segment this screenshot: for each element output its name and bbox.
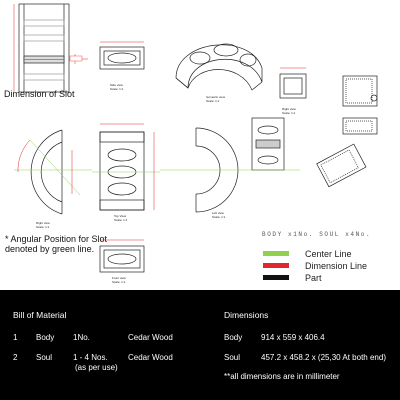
right-view-scale: Scale: 1:1 (282, 111, 296, 115)
dimensions-row-1-value: 914 x 559 x 406.4 (261, 333, 325, 342)
specification-panel (0, 290, 400, 400)
bill-of-material-title: Bill of Material (13, 310, 67, 320)
bom-row-2-qty-note: (as per use) (75, 363, 118, 372)
soul-grid-drawing (317, 76, 377, 187)
front-view-scale: Scale: 1:1 (112, 280, 126, 284)
isometric-view-title: Isometric view (206, 95, 226, 99)
center-line-swatch (263, 251, 289, 256)
part-swatch (263, 275, 289, 280)
left-view-scale: Scale: 1:1 (212, 215, 226, 219)
bom-row-1-part: Body (36, 333, 55, 342)
legend-center-line (263, 249, 352, 258)
dimensions-row-2-value: 457.2 x 458.2 x (25,30 At both end) (261, 353, 386, 362)
right-view-title: Right view (282, 107, 296, 111)
isometric-view-scale: Scale: 1:1 (206, 99, 220, 103)
top-view-drawing (92, 124, 160, 210)
dimension-line-swatch (263, 263, 289, 268)
dimensions-unit-note: **all dimensions are in millimeter (224, 372, 340, 381)
bom-row-1-qty: 1No. (73, 333, 90, 342)
bom-row-1-no: 1 (13, 333, 18, 342)
dimensions-row-2-part: Soul (224, 353, 241, 362)
dimensions-row-1-part: Body (224, 333, 243, 342)
isometric-body-drawing (176, 44, 262, 90)
front-view-title: Front view (112, 276, 126, 280)
arc-view-scale: Scale: 1:1 (36, 225, 50, 229)
slot-dimension-caption: Dimension of Slot (4, 89, 75, 99)
side-view-drawing (100, 42, 144, 69)
legend-part (263, 273, 322, 282)
side-view-title: Side view (110, 83, 123, 87)
top-view-title: Top View (114, 214, 127, 218)
body-soul-quantity-label: BODY x1No. SOUL x4No. (262, 231, 372, 238)
dimensions-title: Dimensions (224, 310, 269, 320)
legend-dimension-line (263, 261, 367, 270)
left-view-title: Left view (212, 211, 224, 215)
bom-row-2-material: Cedar Wood (128, 353, 173, 362)
legend-label: Center Line (305, 248, 352, 259)
top-view-scale: Scale: 1:1 (114, 218, 128, 222)
bom-row-1-material: Cedar Wood (128, 333, 173, 342)
legend-label: Part (305, 272, 322, 283)
right-view-drawing (280, 68, 306, 98)
bom-row-2-part: Soul (36, 353, 53, 362)
side-view-slot-drawing (14, 4, 88, 92)
arc-view-title: Right view (36, 221, 50, 225)
left-view-drawing (160, 128, 244, 212)
bom-row-2-no: 2 (13, 353, 18, 362)
side-view-scale: Scale: 1:1 (110, 87, 124, 91)
isometric-side-drawing (244, 118, 300, 170)
angular-position-note: * Angular Position for Slot denoted by green line. (5, 234, 108, 254)
bom-row-2-qty: 1 - 4 Nos. (73, 353, 108, 362)
arc-end-view-drawing (14, 130, 92, 214)
legend-label: Dimension Line (305, 260, 368, 271)
